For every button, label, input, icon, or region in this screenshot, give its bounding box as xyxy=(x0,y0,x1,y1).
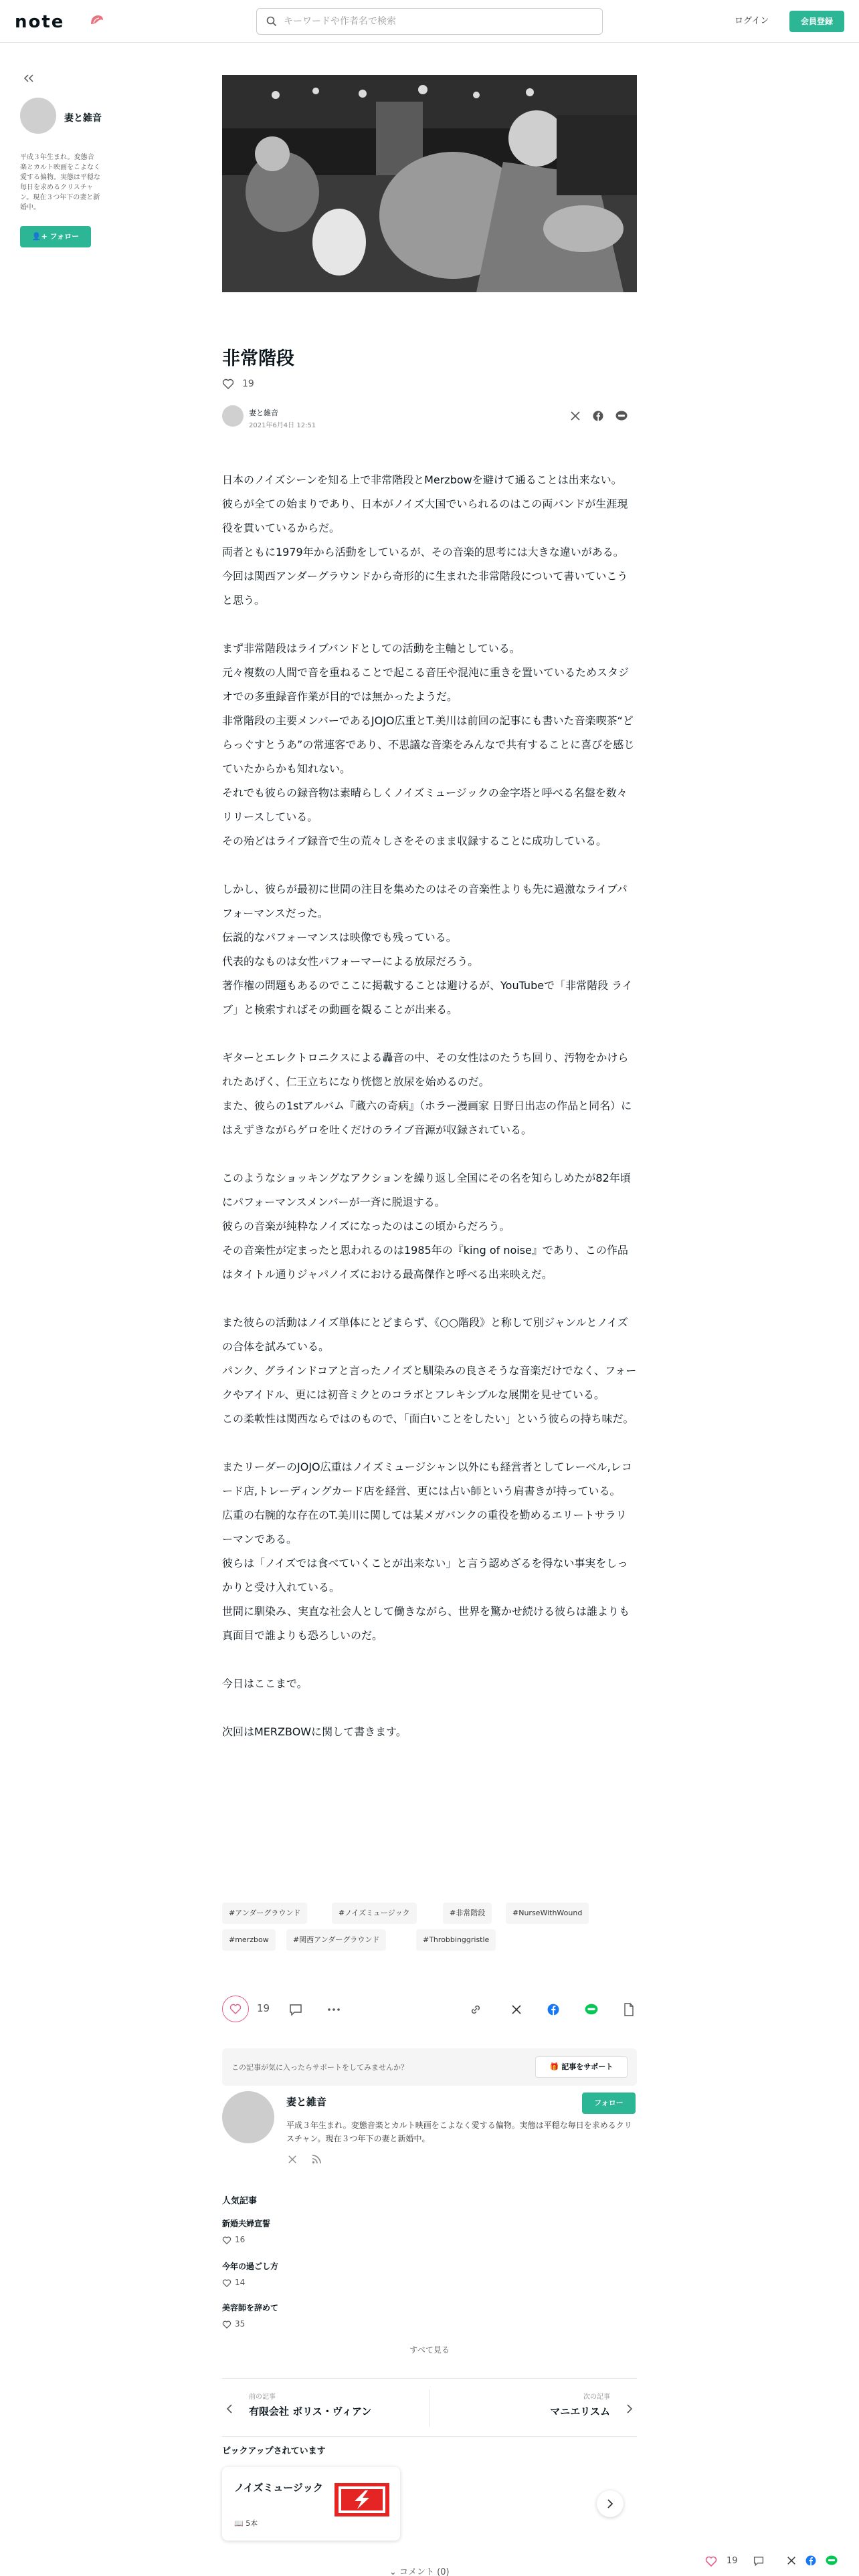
rss-icon[interactable] xyxy=(312,2155,321,2164)
embed-icon[interactable] xyxy=(624,2003,634,2016)
tag-chip[interactable]: #NurseWithWound xyxy=(506,1903,589,1924)
article-paragraph: 元々複数の人間で音を重ねることで起こる音圧や混沌に重きを置いているためスタジオでの多重録音作業が目的では無かったようだ。 xyxy=(222,666,630,703)
popular-item-likes xyxy=(222,2319,245,2329)
article-paragraph: しかし、彼らが最初に世間の注目を集めたのはその音楽性よりも先に過激なライブパフォーマンスだった。 xyxy=(222,883,628,920)
popular-like-count: 14 xyxy=(235,2278,246,2287)
heart-icon xyxy=(222,2236,231,2244)
carousel-next-button[interactable] xyxy=(597,2490,624,2517)
byline-avatar[interactable] xyxy=(222,405,244,427)
floating-like-count: 19 xyxy=(727,2556,738,2566)
popular-item-title[interactable]: 今年の過ごし方 xyxy=(222,2262,279,2271)
prev-label: 前の記事 xyxy=(249,2393,276,2401)
article-paragraph: その音楽性が定まったと思われるのは1985年の『king of noise』であり、この作品はタイトル通りジャパノイズにおける最高傑作と呼べる出来映えだ。 xyxy=(222,1244,628,1281)
support-button-label: 記事をサポート xyxy=(561,2062,613,2071)
support-box xyxy=(222,2048,637,2086)
article-paragraph: パンク、グラインドコアと言ったノイズと馴染みの良さそうな音楽だけでなく、フォークやアイドル、更には初音ミクとのコラボとフレキシブルな展開を見せている。 xyxy=(222,1364,637,1401)
tag-chip[interactable]: #merzbow xyxy=(222,1929,276,1951)
article-paragraph: 非常階段の主要メンバーであるJOJO広重とT.美川は前回の記事にも書いた音楽喫茶“どらっぐすとうあ”の常連客であり、不思議な音楽をみんなで共有することに喜びを感じていたからかも知れない。 xyxy=(222,714,635,775)
article-paragraph: まず非常階段はライブバンドとしての活動を主軸としている。 xyxy=(222,642,520,655)
link-copy-icon[interactable] xyxy=(470,2004,482,2016)
collapse-sidebar-icon[interactable] xyxy=(23,74,35,83)
user-plus-icon: 👤+ xyxy=(31,232,47,241)
paragraph-break xyxy=(222,1287,637,1311)
article-paragraph: また彼らの活動はノイズ単体にとどまらず、《○○階段》と称して別ジャンルとノイズの合体を試みている。 xyxy=(222,1316,628,1353)
profile-bio: 平成３年生まれ。変態音楽とカルト映画をこよなく愛する偏物。実態は平穏な毎日を求めるクリスチャン。現在３つ年下の妻と新婚中。 xyxy=(286,2121,632,2143)
tag-chip[interactable]: #アンダーグラウンド xyxy=(222,1903,307,1924)
article-paragraph: その殆どはライブ録音で生の荒々しさをそのまま収録することに成功している。 xyxy=(222,835,607,847)
profile-follow-button[interactable]: フォロー xyxy=(582,2092,636,2114)
tag-chip[interactable]: #非常階段 xyxy=(443,1903,492,1924)
comment-icon[interactable] xyxy=(289,2004,302,2016)
line-share-icon[interactable] xyxy=(826,2555,838,2566)
pickup-heading: ピックアップされています xyxy=(222,2446,326,2456)
facebook-share-icon[interactable] xyxy=(547,2004,559,2016)
comment-icon[interactable] xyxy=(753,2556,764,2566)
support-prompt: この記事が気に入ったらサポートをしてみませんか？ xyxy=(231,2063,408,2072)
paragraph-break xyxy=(222,853,637,877)
title-like-row[interactable] xyxy=(222,379,254,389)
article-paragraph: 広重の右腕的な存在のT.美川に関しては某メガバンクの重役を勤めるエリートサラリーマンである。 xyxy=(222,1509,627,1545)
login-link[interactable]: ログイン xyxy=(735,16,769,26)
facebook-share-icon[interactable] xyxy=(805,2555,816,2566)
heart-icon[interactable] xyxy=(705,2556,717,2567)
article-paragraph: 著作権の問題もあるのでここに掲載することは避けるが、YouTubeで「非常階段 ライブ」と検索すればその動画を観ることが出来る。 xyxy=(222,979,633,1016)
article-paragraph: 日本のノイズシーンを知る上で非常階段とMerzbowを避けて通ることは出来ない。 xyxy=(222,473,622,486)
article-paragraph: 両者ともに1979年から活動をしているが、その音楽的思考には大きな違いがある。 xyxy=(222,546,624,558)
magazine-title: ノイズミュージック xyxy=(234,2482,323,2494)
popular-item-title[interactable]: 美容師を辞めて xyxy=(222,2303,279,2313)
profile-name[interactable]: 妻と雑音 xyxy=(286,2096,327,2108)
search-icon xyxy=(266,16,277,27)
facebook-share-icon[interactable] xyxy=(593,411,603,421)
profile-avatar[interactable] xyxy=(222,2091,274,2143)
heart-icon xyxy=(222,2321,231,2329)
x-share-icon[interactable] xyxy=(570,411,581,421)
floating-action-bar xyxy=(696,2547,859,2576)
chevron-left-icon[interactable] xyxy=(226,2404,233,2413)
article-body xyxy=(222,468,637,1744)
support-button[interactable] xyxy=(535,2056,628,2078)
line-share-icon[interactable] xyxy=(615,411,628,421)
more-icon[interactable] xyxy=(328,2008,340,2011)
byline-date: 2021年6月4日 12:51 xyxy=(249,422,316,429)
magazine-card[interactable] xyxy=(222,2467,400,2541)
article-paragraph: この柔軟性は関西ならではのもので、「面白いことをしたい」という彼らの持ち味だ。 xyxy=(222,1412,634,1425)
x-share-icon[interactable] xyxy=(787,2556,796,2565)
prev-article-link[interactable]: 有限会社 ボリス・ヴィアン xyxy=(249,2405,372,2418)
popular-item-title[interactable]: 新婚夫婦宣誓 xyxy=(222,2219,271,2228)
signup-button[interactable]: 会員登録 xyxy=(789,11,844,32)
book-icon: 📖 xyxy=(234,2519,246,2528)
popular-heading: 人気記事 xyxy=(222,2196,258,2206)
sidebar-follow-label: フォロー xyxy=(50,232,80,241)
x-profile-icon[interactable] xyxy=(288,2155,297,2164)
popular-item-likes xyxy=(222,2278,245,2287)
next-article-link[interactable]: マニエリスム xyxy=(550,2405,610,2418)
chevron-right-icon xyxy=(607,2499,613,2508)
article-paragraph: 彼らが全ての始まりであり、日本がノイズ大国でいられるのはこの両バンドが生涯現役を貫いているからだ。 xyxy=(222,498,628,534)
tag-chip[interactable]: #ノイズミュージック xyxy=(332,1903,417,1924)
sidebar-bio: 平成３年生まれ。変態音楽とカルト映画をこよなく愛する偏物。実態は平穏な毎日を求めるクリスチャン。現在３つ年下の妻と新婚中。 xyxy=(20,154,100,211)
article-paragraph: 伝説的なパフォーマンスは映像でも残っている。 xyxy=(222,931,457,944)
paragraph-break xyxy=(222,1696,637,1720)
article-paragraph: 次回はMERZBOWに関して書きます。 xyxy=(222,1725,407,1738)
note-logo[interactable]: note xyxy=(15,12,65,32)
sidebar-author-name[interactable]: 妻と雑音 xyxy=(64,113,102,124)
article-paragraph: 彼らは「ノイズでは食べていくことが出来ない」と言う認めざるを得ない事実をしっかりと受け入れている。 xyxy=(222,1557,628,1594)
chevron-down-icon: ⌄ xyxy=(389,2567,400,2576)
article-navigation xyxy=(222,2378,637,2437)
chevron-right-icon[interactable] xyxy=(626,2404,633,2413)
article-paragraph: またリーダーのJOJO広重はノイズミュージシャン以外にも経営者としてレーベル,レコード店,トレーディングカード店を経営、更には占い師という肩書きが持っている。 xyxy=(222,1461,632,1497)
article-paragraph: 今回は関西アンダーグラウンドから奇形的に生まれた非常階段について書いていこうと思う。 xyxy=(222,570,628,607)
comments-label: コメント (0) xyxy=(399,2567,450,2576)
paragraph-break xyxy=(222,1022,637,1046)
heart-icon xyxy=(222,2279,231,2287)
line-share-icon[interactable] xyxy=(585,2004,598,2016)
search-box[interactable] xyxy=(256,8,603,35)
article-paragraph: 彼らの音楽が純粋なノイズになったのはこの頃からだろう。 xyxy=(222,1220,510,1232)
comments-toggle[interactable] xyxy=(389,2565,450,2576)
article-paragraph: それでも彼らの録音物は素晴らしくノイズミュージックの金字塔と呼べる名盤を数々リリースしている。 xyxy=(222,786,628,823)
article-paragraph: ギターとエレクトロニクスによる轟音の中、その女性はのたうち回り、汚物をかけられたあげく、仁王立ちになり恍惚と放尿を始めるのだ。 xyxy=(222,1051,629,1088)
like-button[interactable] xyxy=(222,1996,249,2022)
paragraph-break xyxy=(222,1648,637,1672)
site-header xyxy=(0,0,859,43)
heart-icon[interactable] xyxy=(222,379,234,389)
next-label: 次の記事 xyxy=(583,2393,610,2401)
popular-like-count: 35 xyxy=(235,2319,246,2329)
article-paragraph: このようなショッキングなアクションを繰り返し全国にその名を知らしめたが82年頃にパフォーマンスメンバーが一斉に脱退する。 xyxy=(222,1172,631,1208)
heart-icon xyxy=(229,2004,242,2014)
gift-icon: 🎁 xyxy=(549,2062,562,2071)
article-title: 非常階段 xyxy=(222,348,294,369)
article-paragraph: 今日はここまで。 xyxy=(222,1677,308,1690)
sidebar-follow-button[interactable] xyxy=(20,226,91,247)
sidebar-avatar[interactable] xyxy=(20,98,56,134)
popular-like-count: 16 xyxy=(235,2235,246,2244)
search-input[interactable] xyxy=(284,14,591,29)
hero-photo xyxy=(222,75,637,292)
logo-wave-icon xyxy=(90,13,104,25)
magazine-count xyxy=(234,2518,258,2529)
paragraph-break xyxy=(222,1431,637,1455)
article-paragraph: 世間に馴染み、実直な社会人として働きながら、世界を驚かせ続ける彼らは誰よりも真面目で誰よりも恐ろしいのだ。 xyxy=(222,1605,630,1642)
hero-image xyxy=(222,75,637,292)
like-count-bottom: 19 xyxy=(257,2002,270,2014)
magazine-count-value: 5本 xyxy=(246,2519,258,2528)
magazine-thumbnail xyxy=(335,2483,389,2516)
like-count: 19 xyxy=(242,379,254,389)
paragraph-break xyxy=(222,613,637,637)
popular-item-likes xyxy=(222,2235,245,2244)
article-paragraph: 代表的なものは女性パフォーマーによる放尿だろう。 xyxy=(222,955,479,968)
see-all-link[interactable]: すべて見る xyxy=(409,2345,450,2355)
paragraph-break xyxy=(222,1142,637,1166)
x-share-icon[interactable] xyxy=(511,2004,522,2015)
byline-author[interactable]: 妻と雑音 xyxy=(249,409,278,417)
article-paragraph: また、彼らの1stアルバム『蔵六の奇病』（ホラー漫画家 日野日出志の作品と同名）にはえずきながらゲロを吐くだけのライブ音源が収録されている。 xyxy=(222,1099,632,1136)
tag-chip[interactable]: #Throbbinggristle xyxy=(416,1929,496,1951)
tag-chip[interactable]: #関西アンダーグラウンド xyxy=(286,1929,386,1951)
